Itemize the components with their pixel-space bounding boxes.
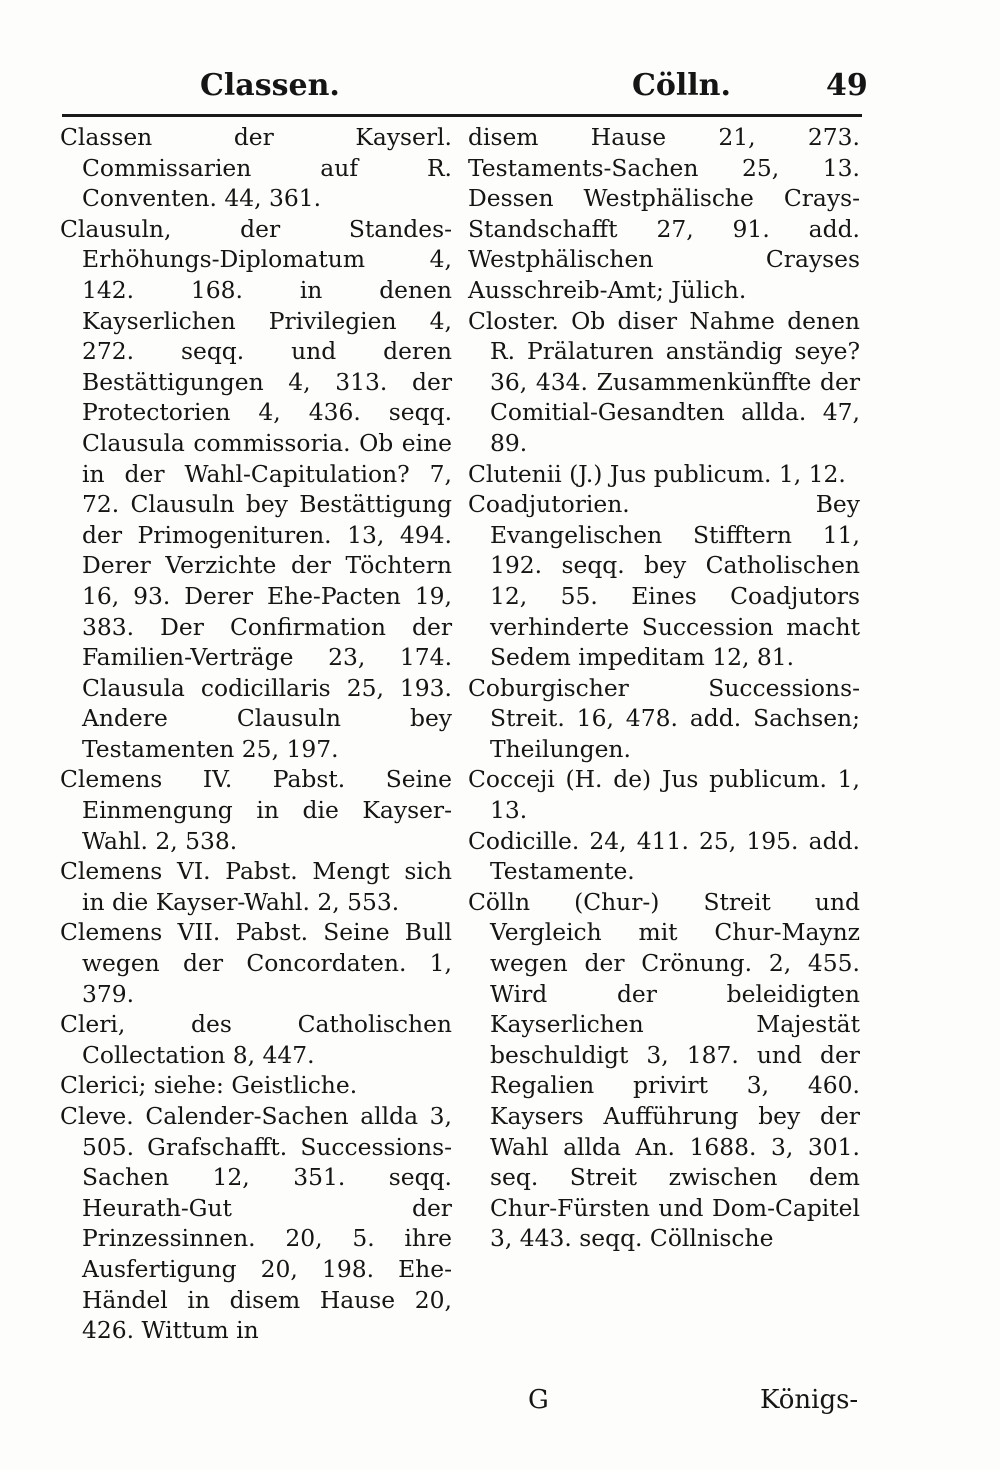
index-entry: Clausuln, der Standes-Erhöhungs-Diplomatum 4, 142. 168. in denen Kayserlichen Privilegien 4, 272. seqq. und deren Bestättigungen 4, 313. der Protectorien 4, 436. seqq. Clausula commissoria. Ob eine in der Wahl-Capitulation? 7, 72. Clausuln bey Bestättigung der Primogenituren. 13, 494. Derer Verzichte der Töchtern 16, 93. Derer Ehe-Pacten 19, 383. Der Confirmation der Familien-Verträge 23, 174. Clausula codicillaris 25, 193. Andere Clausuln bey Testamenten 25, 197. <box>60 214 452 763</box>
index-entry: Classen der Kayserl. Commissarien auf R. Conventen. 44, 361. <box>60 123 452 213</box>
index-entry: Clemens IV. Pabst. Seine Einmengung in die Kayser-Wahl. 2, 538. <box>60 765 452 855</box>
index-entry: Clemens VI. Pabst. Mengt sich in die Kayser-Wahl. 2, 553. <box>60 857 452 916</box>
index-entry: Coadjutorien. Bey Evangelischen Stifftern 11, 192. seqq. bey Catholischen 12, 55. Eines Coadjutors verhinderte Succession macht Sedem impeditam 12, 81. <box>468 490 860 672</box>
index-entry: Clemens VII. Pabst. Seine Bull wegen der Concordaten. 1, 379. <box>60 918 452 1008</box>
left-column <box>60 122 452 1346</box>
signature-mark: G <box>528 1385 549 1415</box>
index-entry: Closter. Ob diser Nahme denen R. Prälaturen anständig seye? 36, 434. Zusammenkünffte der Comitial-Gesandten allda. 47, 89. <box>468 306 860 457</box>
running-head-left: Classen. <box>200 68 340 103</box>
catchword: Königs- <box>760 1385 859 1415</box>
index-entry: Cölln (Chur-) Streit und Vergleich mit Chur-Maynz wegen der Crönung. 2, 455. Wird der beleidigten Kayserlichen Majestät beschuldigt 3, 187. und der Regalien privirt 3, 460. Kaysers Aufführung bey der Wahl allda An. 1688. 3, 301. seq. Streit zwischen dem Chur-Fürsten und Dom-Capitel 3, 443. seqq. Cöllnische <box>468 887 860 1253</box>
index-entry: Cocceji (H. de) Jus publicum. 1, 13. <box>468 765 860 825</box>
running-head-center: Cölln. <box>632 68 731 103</box>
index-entry: Coburgischer Successions-Streit. 16, 478. add. Sachsen; Theilungen. <box>468 673 860 763</box>
index-entry: Clerici; siehe: Geistliche. <box>60 1071 358 1100</box>
index-entry: Clutenii (J.) Jus publicum. 1, 12. <box>468 459 846 488</box>
index-entry: Cleve. Calender-Sachen allda 3, 505. Grafschafft. Successions-Sachen 12, 351. seqq. Heurath-Gut der Prinzessinnen. 20, 5. ihre Ausfertigung 20, 198. Ehe-Händel in disem Hause 20, 426. Wittum in <box>60 1102 452 1345</box>
right-column <box>468 122 860 1254</box>
page-number: 49 <box>826 68 868 103</box>
index-entry-continued: disem Hause 21, 273. Testaments-Sachen 25, 13. Dessen Westphälische Crays-Standschafft 27, 91. add. Westphälischen Crayses Ausschreib-Amt; Jülich. <box>468 123 860 304</box>
index-entry: Cleri, des Catholischen Collectation 8, 447. <box>60 1010 452 1069</box>
index-entry: Codicille. 24, 411. 25, 195. add. Testamente. <box>468 826 860 886</box>
header-rule <box>62 114 862 117</box>
